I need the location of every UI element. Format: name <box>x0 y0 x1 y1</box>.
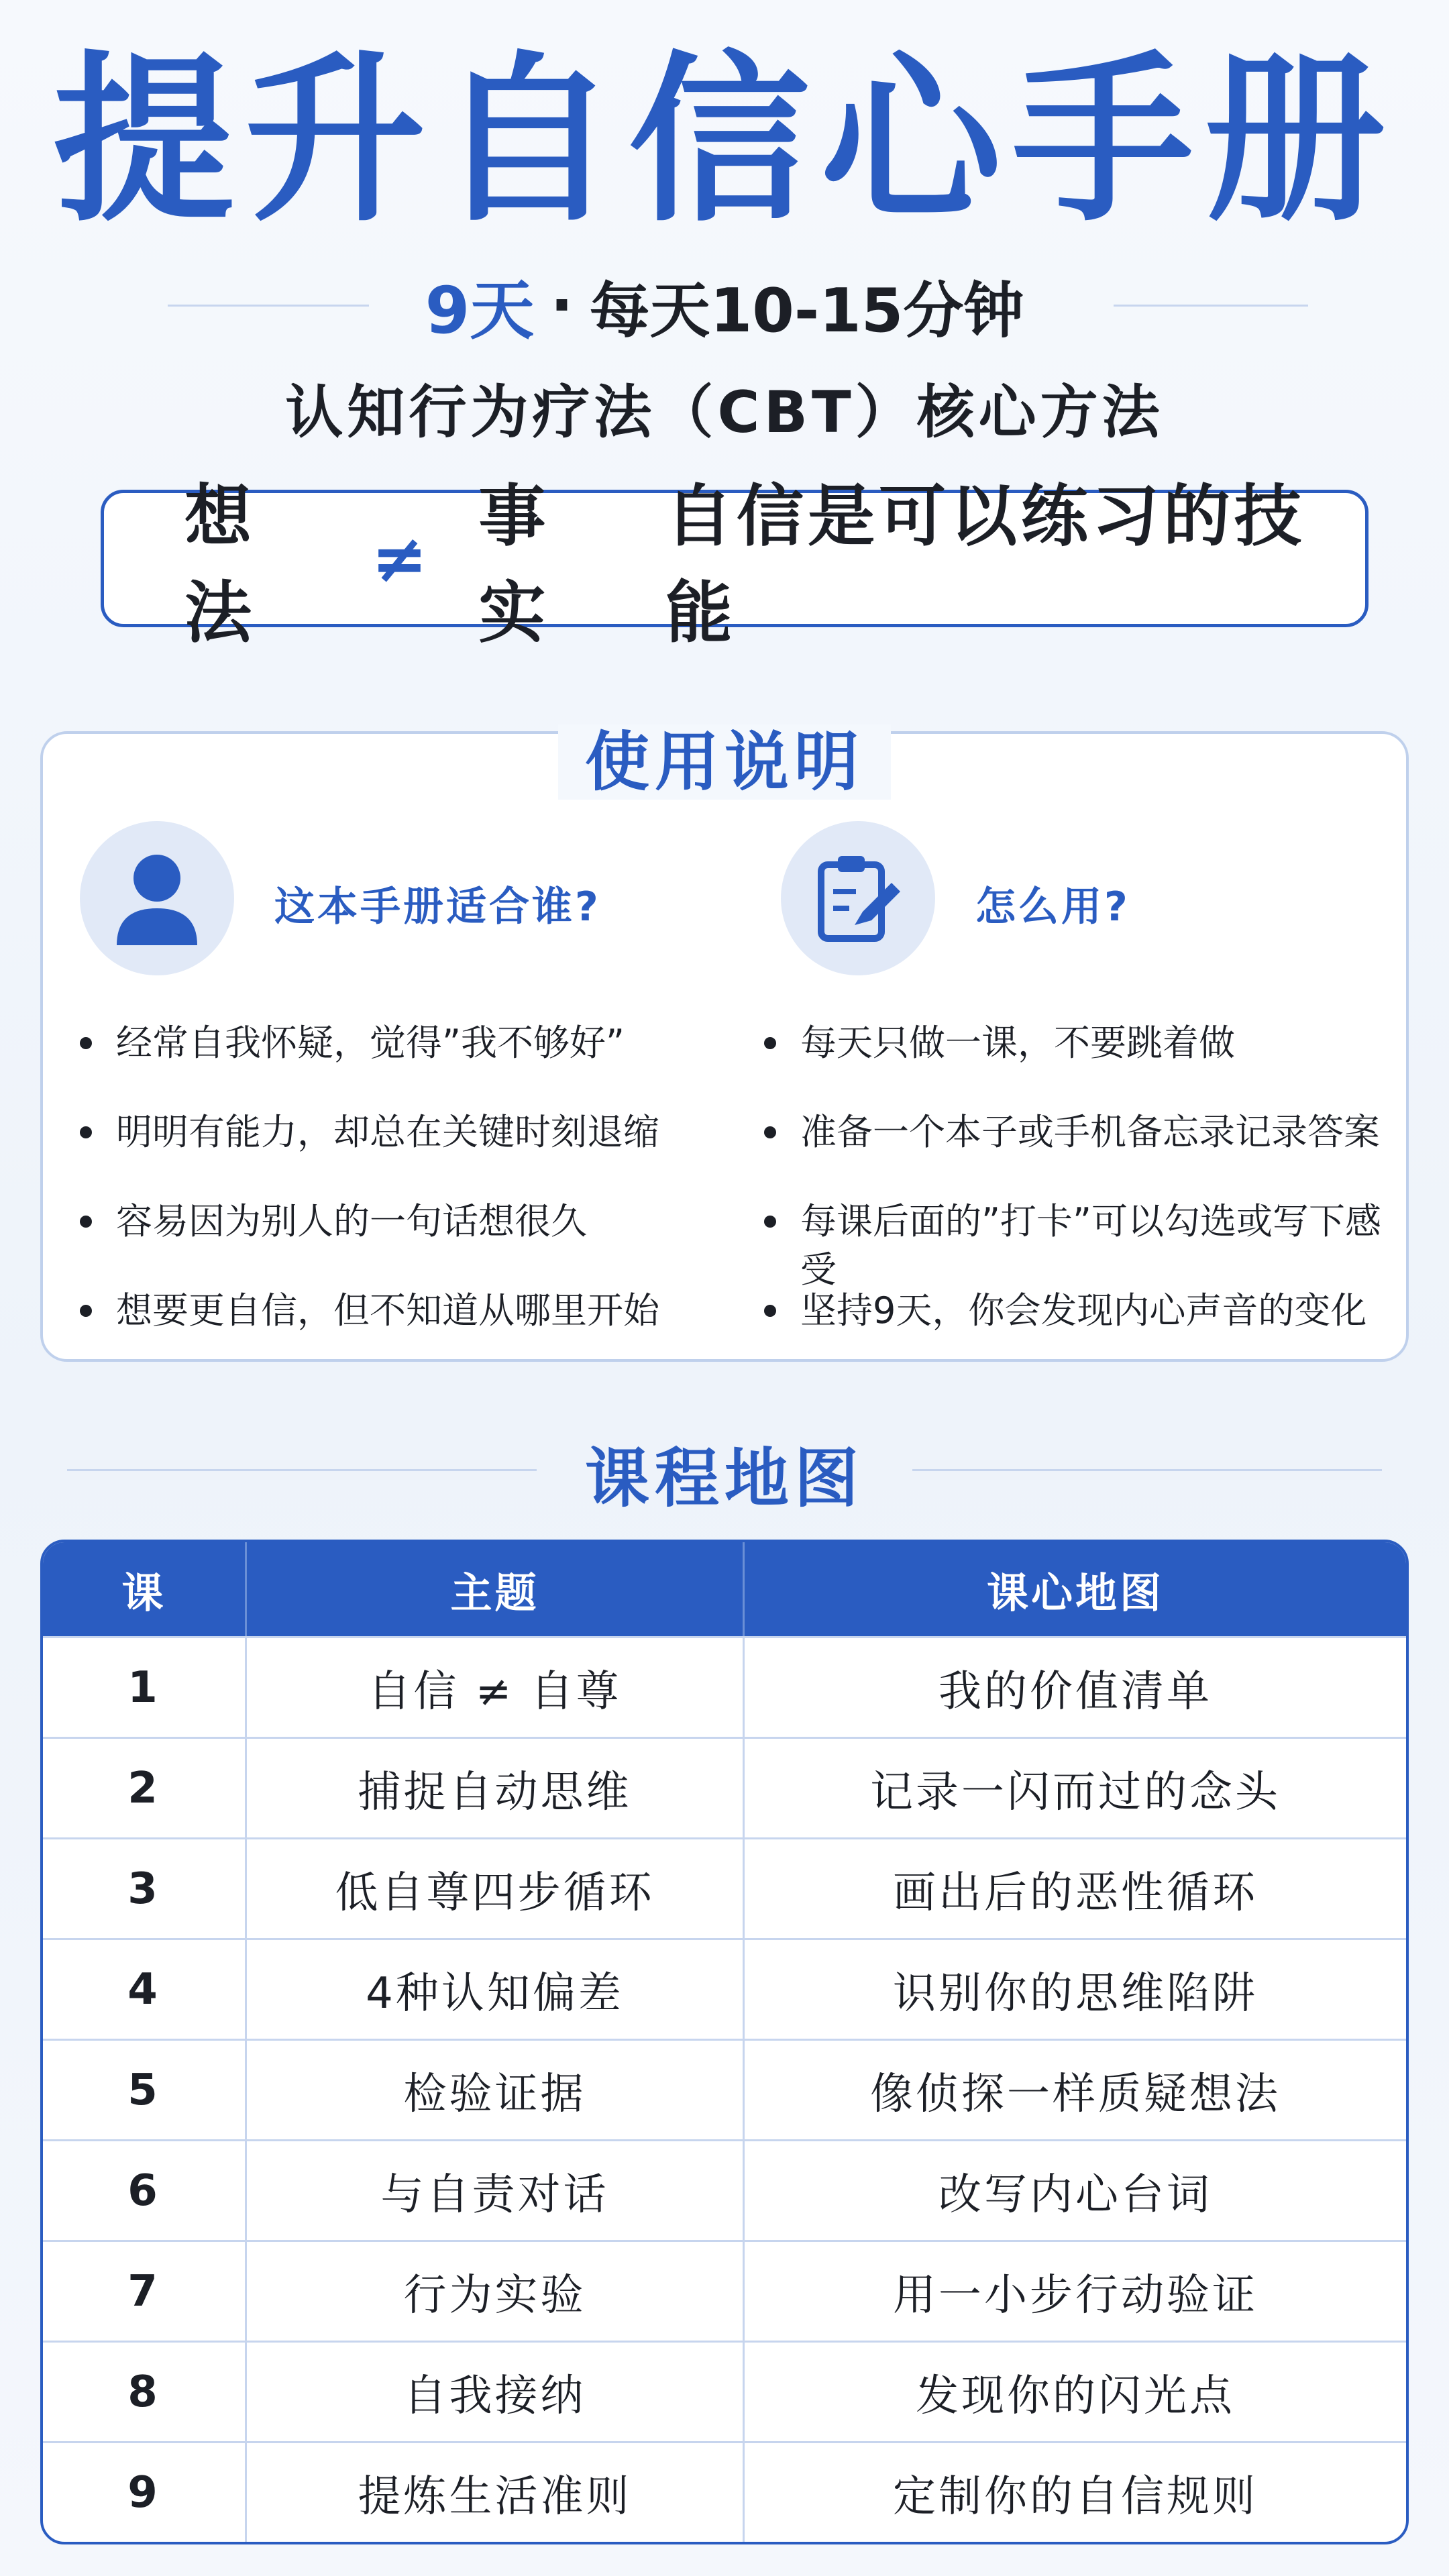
column-header-topic: 主题 <box>247 1542 745 1636</box>
course-heading: 课程地图 <box>585 1441 864 1516</box>
lesson-number: 9 <box>43 2441 247 2542</box>
list-item: 每天只做一课，不要跳着做 <box>764 1019 1411 1108</box>
lesson-topic: 自信 ≠ 自尊 <box>247 1636 745 1737</box>
usage-card <box>40 731 1409 1362</box>
lesson-map: 发现你的闪光点 <box>745 2341 1406 2441</box>
table-row <box>43 2441 1406 2542</box>
lesson-number: 2 <box>43 1737 247 1837</box>
table-row <box>43 2039 1406 2139</box>
list-item: 每课后面的”打卡”可以勾选或写下感受 <box>764 1197 1411 1287</box>
tagline-thought: 想法 <box>184 476 256 652</box>
lesson-topic: 行为实验 <box>247 2240 745 2341</box>
table-row <box>43 2139 1406 2240</box>
tagline-fact: 事实 <box>478 476 550 652</box>
list-item: 明明有能力，却总在关键时刻退缩 <box>80 1108 659 1197</box>
lesson-map: 画出后的恶性循环 <box>745 1837 1406 1938</box>
list-item: 经常自我怀疑，觉得”我不够好” <box>80 1019 659 1108</box>
lesson-topic: 提炼生活准则 <box>247 2441 745 2542</box>
lesson-topic: 捕捉自动思维 <box>247 1737 745 1837</box>
separator-dot: · <box>550 270 574 341</box>
lesson-map: 像侦探一样质疑想法 <box>745 2039 1406 2139</box>
lesson-number: 3 <box>43 1837 247 1938</box>
lesson-number: 4 <box>43 1938 247 2039</box>
lesson-number: 1 <box>43 1636 247 1737</box>
lesson-map: 改写内心台词 <box>745 2139 1406 2240</box>
lesson-map: 我的价值清单 <box>745 1636 1406 1737</box>
how-title: 怎么用? <box>975 883 1130 930</box>
decorative-line-left <box>168 305 369 307</box>
not-equal-symbol: ≠ <box>371 519 432 598</box>
table-row <box>43 2341 1406 2441</box>
days-line <box>0 268 1449 348</box>
list-item: 准备一个本子或手机备忘录记录答案 <box>764 1108 1411 1197</box>
page-title: 提升自信心手册 <box>53 35 1396 246</box>
lesson-number: 6 <box>43 2139 247 2240</box>
lesson-map: 记录一闪而过的念头 <box>745 1737 1406 1837</box>
tagline-box <box>101 476 1368 652</box>
person-icon <box>80 821 234 975</box>
list-item: 想要更自信，但不知道从哪里开始 <box>80 1287 659 1376</box>
table-header-row <box>43 1542 1406 1636</box>
list-item: 坚持9天，你会发现内心声音的变化 <box>764 1287 1411 1376</box>
table-row <box>43 1837 1406 1938</box>
lesson-topic: 与自责对话 <box>247 2139 745 2240</box>
daily-time: 每天10-15分钟 <box>589 276 1024 346</box>
tagline-skill: 自信是可以练习的技能 <box>665 476 1305 652</box>
lesson-topic: 自我接纳 <box>247 2341 745 2441</box>
column-header-map: 课心地图 <box>745 1542 1406 1636</box>
list-item: 容易因为别人的一句话想很久 <box>80 1197 659 1287</box>
lesson-map: 定制你的自信规则 <box>745 2441 1406 2542</box>
lesson-topic: 低自尊四步循环 <box>247 1837 745 1938</box>
table-row <box>43 1938 1406 2039</box>
how-list <box>764 1019 1411 1376</box>
days-count: 9天 <box>425 272 535 348</box>
table-row <box>43 1636 1406 1737</box>
course-table <box>40 1540 1409 2544</box>
lesson-map: 识别你的思维陷阱 <box>745 1938 1406 2039</box>
lesson-number: 7 <box>43 2240 247 2341</box>
table-row <box>43 2240 1406 2341</box>
decorative-line-right <box>1114 305 1308 307</box>
course-table-body <box>43 1636 1406 2542</box>
usage-heading: 使用说明 <box>0 711 1449 803</box>
lesson-map: 用一小步行动验证 <box>745 2240 1406 2341</box>
clipboard-pen-icon <box>781 821 935 975</box>
lesson-topic: 检验证据 <box>247 2039 745 2139</box>
lesson-topic: 4种认知偏差 <box>247 1938 745 2039</box>
method-subtitle: 认知行为疗法（CBT）核心方法 <box>285 379 1164 446</box>
who-title: 这本手册适合谁? <box>274 883 601 930</box>
who-list <box>80 1019 659 1376</box>
lesson-number: 8 <box>43 2341 247 2441</box>
table-row <box>43 1737 1406 1837</box>
lesson-number: 5 <box>43 2039 247 2139</box>
column-header-lesson: 课 <box>43 1542 247 1636</box>
